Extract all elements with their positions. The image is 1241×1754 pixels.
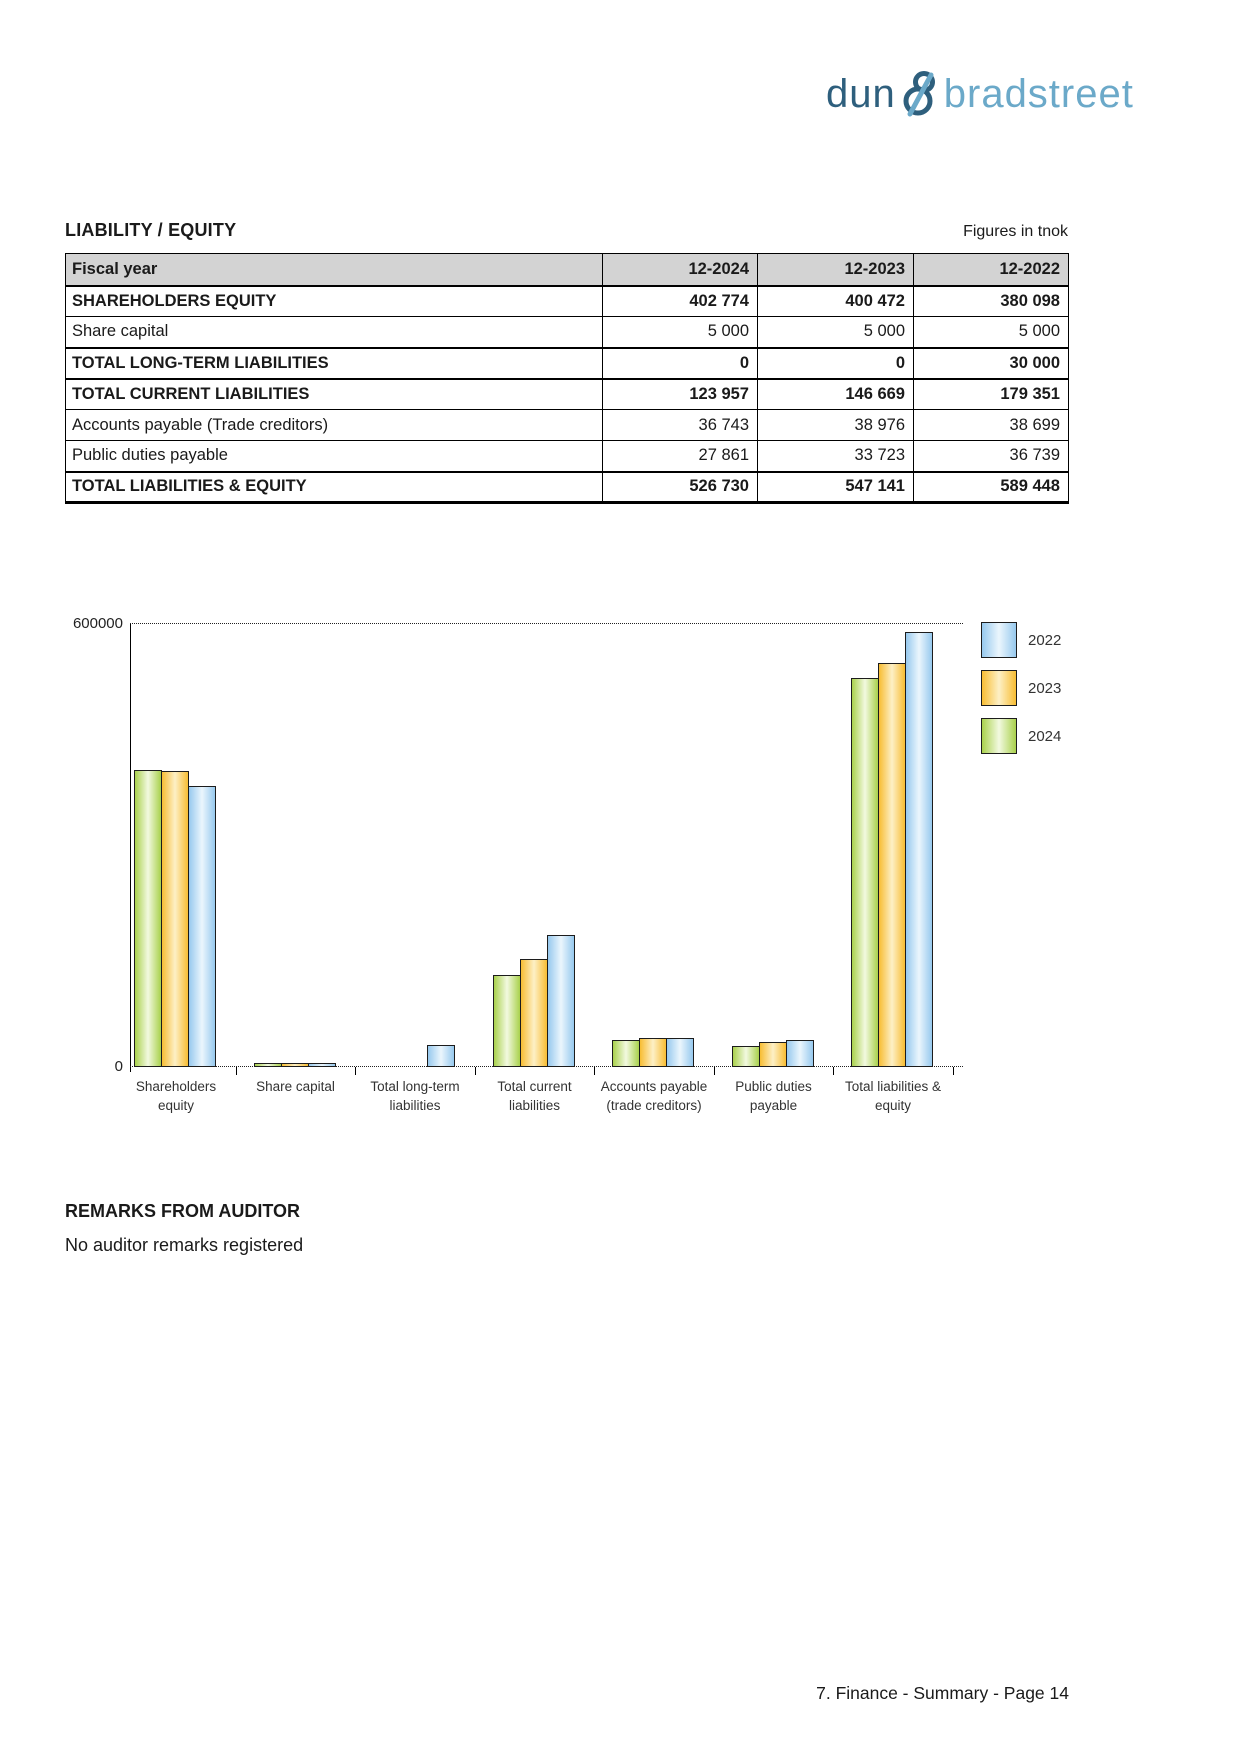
bar-2022	[427, 1045, 455, 1067]
table-cell-value: 30 000	[914, 348, 1069, 379]
y-axis-tick-label: 600000	[72, 615, 123, 632]
bar-2024	[134, 770, 162, 1067]
table-header-cell: 12-2024	[603, 254, 758, 286]
x-axis-category-line: (trade creditors)	[606, 1098, 702, 1113]
table-cell-value: 33 723	[758, 441, 914, 472]
logo-text-bradstreet: bradstreet	[943, 72, 1134, 116]
x-axis-category-line: equity	[874, 1098, 912, 1113]
table-cell-value: 526 730	[603, 472, 758, 503]
x-axis-tick	[714, 1067, 715, 1075]
table-row	[66, 286, 1069, 317]
bar-2024	[851, 678, 879, 1067]
table-cell-label: Accounts payable (Trade creditors)	[66, 410, 603, 441]
x-axis-category-line: liabilities	[389, 1098, 441, 1113]
bar-2022	[547, 935, 575, 1067]
table-cell-label: TOTAL CURRENT LIABILITIES	[66, 379, 603, 410]
table-cell-label: Share capital	[66, 317, 603, 348]
table-header-cell: Fiscal year	[66, 254, 603, 286]
table-cell-value: 179 351	[914, 379, 1069, 410]
x-axis-tick	[594, 1067, 595, 1075]
table-header-cell: 12-2022	[914, 254, 1069, 286]
top-gridline	[130, 623, 963, 624]
x-axis-category-line: equity	[157, 1098, 195, 1113]
table-cell-value: 27 861	[603, 441, 758, 472]
x-axis-category-line: liabilities	[508, 1098, 561, 1113]
table-row	[66, 472, 1069, 503]
table-cell-value: 123 957	[603, 379, 758, 410]
x-axis-category-line: Total long-term	[370, 1079, 460, 1094]
table-cell-label: SHAREHOLDERS EQUITY	[66, 286, 603, 317]
table-row	[66, 348, 1069, 379]
bar-2022	[308, 1063, 336, 1067]
y-axis-line	[130, 624, 131, 1072]
x-axis-tick	[355, 1067, 356, 1075]
x-axis-category-label	[211, 1077, 381, 1096]
table-cell-value: 5 000	[914, 317, 1069, 348]
x-axis-category-line: Shareholders	[135, 1079, 217, 1094]
bar-2022	[666, 1038, 694, 1067]
bar-2023	[520, 959, 548, 1067]
table-cell-value: 0	[758, 348, 914, 379]
legend-swatch-2024	[981, 718, 1017, 754]
x-axis-category-line: Accounts payable	[600, 1079, 708, 1094]
table-cell-value: 547 141	[758, 472, 914, 503]
table-cell-value: 589 448	[914, 472, 1069, 503]
table-cell-label: TOTAL LONG-TERM LIABILITIES	[66, 348, 603, 379]
y-axis-tick-label: 0	[114, 1058, 123, 1075]
table-cell-value: 0	[603, 348, 758, 379]
table-row	[66, 379, 1069, 410]
bar-2023	[759, 1042, 787, 1067]
bar-2024	[493, 975, 521, 1067]
table-cell-value: 38 699	[914, 410, 1069, 441]
x-axis-category-label	[689, 1077, 859, 1115]
table-cell-value: 36 743	[603, 410, 758, 441]
x-axis-tick	[475, 1067, 476, 1075]
table-cell-value: 402 774	[603, 286, 758, 317]
table-row	[66, 317, 1069, 348]
table-cell-value: 380 098	[914, 286, 1069, 317]
legend-swatch-2023	[981, 670, 1017, 706]
x-axis-category-label	[91, 1077, 261, 1115]
section-title: LIABILITY / EQUITY	[65, 220, 237, 240]
page-footer: 7. Finance - Summary - Page 14	[816, 1683, 1069, 1703]
x-axis-category-line: Total current	[497, 1079, 572, 1094]
x-axis-category-label	[569, 1077, 739, 1115]
table-cell-value: 36 739	[914, 441, 1069, 472]
figures-unit-note: Figures in tnok	[963, 223, 1068, 240]
bar-2023	[161, 771, 189, 1067]
table-header-row	[66, 254, 1069, 286]
table-header	[66, 254, 1069, 286]
table-row	[66, 441, 1069, 472]
table-cell-value: 400 472	[758, 286, 914, 317]
x-axis-tick	[953, 1067, 954, 1075]
table-body	[66, 286, 1069, 503]
table-cell-value: 5 000	[603, 317, 758, 348]
table-row	[66, 410, 1069, 441]
logo-text-dun: dun	[826, 72, 896, 116]
baseline	[130, 1066, 963, 1067]
remarks-body: No auditor remarks registered	[65, 1235, 304, 1255]
legend-swatch-2022	[981, 622, 1017, 658]
x-axis-category-label	[450, 1077, 620, 1115]
liability-equity-table	[65, 253, 1069, 504]
table-cell-value: 5 000	[758, 317, 914, 348]
bar-2024	[732, 1046, 760, 1067]
x-axis-category-label	[330, 1077, 500, 1115]
legend-label: 2022	[1028, 632, 1062, 649]
x-axis-category-line: Share capital	[256, 1079, 335, 1094]
bar-2023	[878, 663, 906, 1067]
table-cell-value: 38 976	[758, 410, 914, 441]
legend-label: 2024	[1028, 728, 1062, 745]
x-axis-category-label	[808, 1077, 978, 1115]
remarks-title: REMARKS FROM AUDITOR	[65, 1201, 300, 1221]
bar-2023	[639, 1038, 667, 1067]
table-cell-value: 146 669	[758, 379, 914, 410]
table-cell-label: Public duties payable	[66, 441, 603, 472]
dnb-logo	[826, 68, 1134, 114]
bar-2022	[905, 632, 933, 1067]
bar-2022	[786, 1040, 814, 1067]
bar-2023	[281, 1063, 309, 1067]
x-axis-category-line: payable	[749, 1098, 798, 1113]
bar-2022	[188, 786, 216, 1067]
x-axis-category-line: Public duties	[735, 1079, 812, 1094]
logo-ampersand-icon	[900, 68, 942, 120]
bar-2024	[612, 1040, 640, 1067]
x-axis-category-line: Total liabilities &	[844, 1079, 942, 1094]
x-axis-tick	[833, 1067, 834, 1075]
bar-2024	[254, 1063, 282, 1067]
x-axis-tick	[236, 1067, 237, 1075]
table-cell-label: TOTAL LIABILITIES & EQUITY	[66, 472, 603, 503]
table-header-cell: 12-2023	[758, 254, 914, 286]
legend-label: 2023	[1028, 680, 1062, 697]
table-heading-row	[65, 220, 1068, 241]
